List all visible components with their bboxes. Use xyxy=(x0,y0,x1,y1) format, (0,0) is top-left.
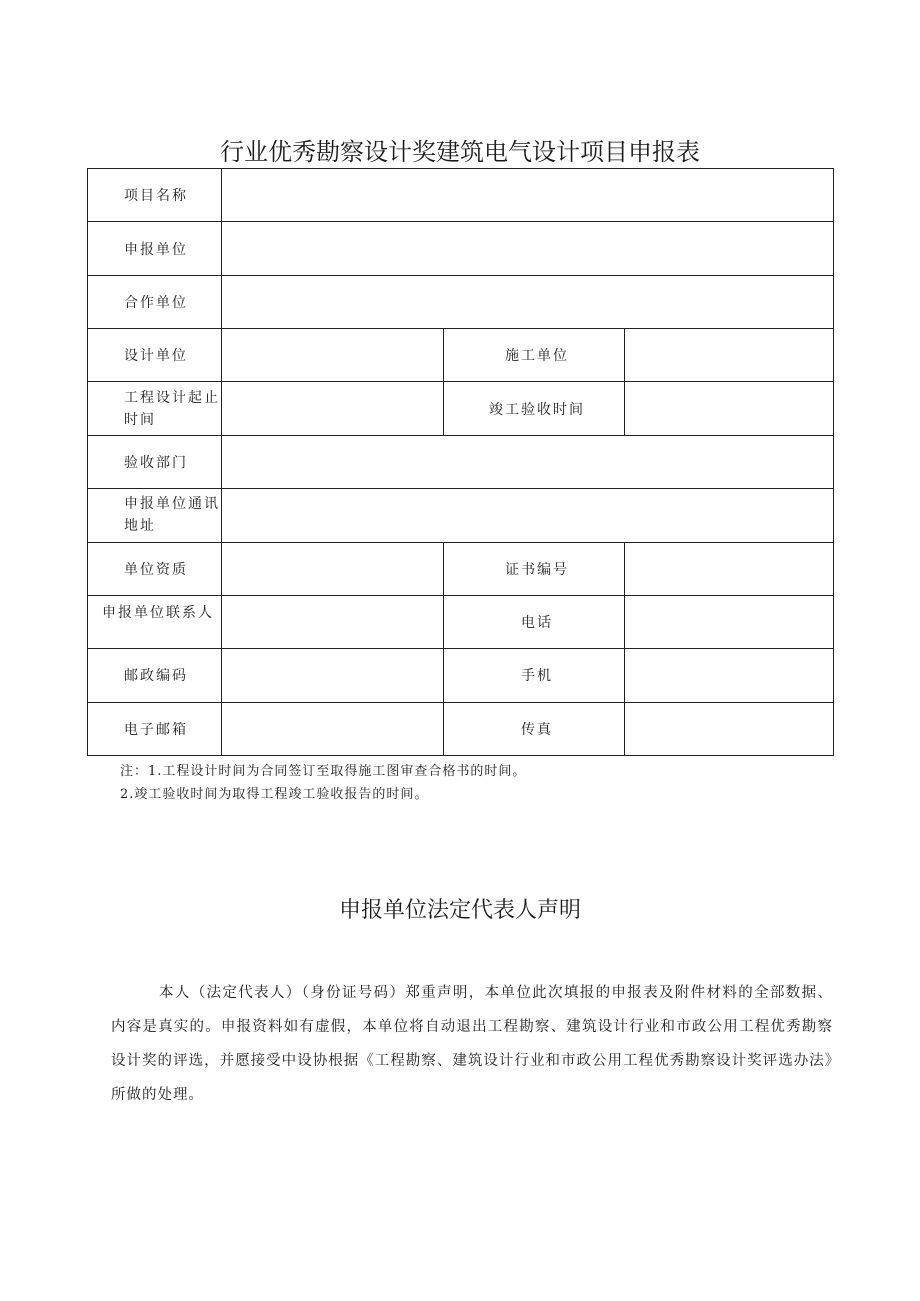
label-design-period-line2: 时间 xyxy=(124,411,156,428)
field-project-name[interactable] xyxy=(222,169,834,222)
label-acceptance-dept: 验收部门 xyxy=(88,435,222,488)
field-qualification[interactable] xyxy=(222,542,444,595)
field-design-period[interactable] xyxy=(222,382,444,435)
field-mobile[interactable] xyxy=(625,649,834,702)
field-contact-person[interactable] xyxy=(222,595,444,648)
label-address-line2: 地址 xyxy=(124,518,156,535)
field-certificate-no[interactable] xyxy=(625,542,834,595)
field-address[interactable] xyxy=(222,489,834,542)
row-address xyxy=(88,489,834,542)
label-certificate-no: 证书编号 xyxy=(444,542,625,595)
label-applicant-unit: 申报单位 xyxy=(88,222,222,275)
label-phone: 电话 xyxy=(444,595,625,648)
label-mobile: 手机 xyxy=(444,649,625,702)
label-design-unit: 设计单位 xyxy=(88,329,222,382)
field-postal-code[interactable] xyxy=(222,649,444,702)
field-design-unit[interactable] xyxy=(222,329,444,382)
row-project-name xyxy=(88,169,834,222)
field-construction-unit[interactable] xyxy=(625,329,834,382)
field-fax[interactable] xyxy=(625,702,834,755)
label-contact-person: 申报单位联系人 xyxy=(88,595,222,648)
row-acceptance-dept xyxy=(88,435,834,488)
declaration-paragraph: 本人（法定代表人）（身份证号码）郑重声明，本单位此次填报的申报表及附件材料的全部数据、内容是真实的。申报资料如有虚假，本单位将自动退出工程勘察、建筑设计行业和市政公用工程优秀勘察设计奖的评选，并愿接受中设协根据《工程勘察、建筑设计行业和市政公用工程优秀勘察设计奖评选办法》所做的处理。 xyxy=(111,985,833,1103)
label-acceptance-time: 竣工验收时间 xyxy=(444,382,625,435)
note-2: 2.竣工验收时间为取得工程竣工验收报告的时间。 xyxy=(120,787,429,802)
label-construction-unit: 施工单位 xyxy=(444,329,625,382)
field-applicant-unit[interactable] xyxy=(222,222,834,275)
label-design-period-line1: 工程设计起止 xyxy=(124,389,220,406)
label-project-name: 项目名称 xyxy=(88,169,222,222)
row-design-period xyxy=(88,382,834,435)
page-title: 行业优秀勘察设计奖建筑电气设计项目申报表 xyxy=(220,138,700,166)
field-email[interactable] xyxy=(222,702,444,755)
field-partner-unit[interactable] xyxy=(222,275,834,328)
declaration-title: 申报单位法定代表人声明 xyxy=(338,898,581,923)
row-qualification xyxy=(88,542,834,595)
row-postal xyxy=(88,649,834,702)
field-phone[interactable] xyxy=(625,595,834,648)
label-fax: 传真 xyxy=(444,702,625,755)
row-applicant-unit xyxy=(88,222,834,275)
label-partner-unit: 合作单位 xyxy=(88,275,222,328)
label-address xyxy=(88,489,222,542)
field-acceptance-time[interactable] xyxy=(625,382,834,435)
label-postal-code: 邮政编码 xyxy=(88,649,222,702)
row-partner-unit xyxy=(88,275,834,328)
declaration-body xyxy=(111,976,833,1112)
label-email: 电子邮箱 xyxy=(88,702,222,755)
row-contact xyxy=(88,595,834,648)
label-design-period xyxy=(88,382,222,435)
row-design-unit xyxy=(88,329,834,382)
label-address-line1: 申报单位通讯 xyxy=(124,496,220,513)
row-email xyxy=(88,702,834,755)
label-qualification: 单位资质 xyxy=(88,542,222,595)
note-1: 注：1.工程设计时间为合同签订至取得施工图审查合格书的时间。 xyxy=(120,764,527,779)
application-form-table xyxy=(87,168,834,756)
form-notes xyxy=(120,760,526,806)
field-acceptance-dept[interactable] xyxy=(222,435,834,488)
